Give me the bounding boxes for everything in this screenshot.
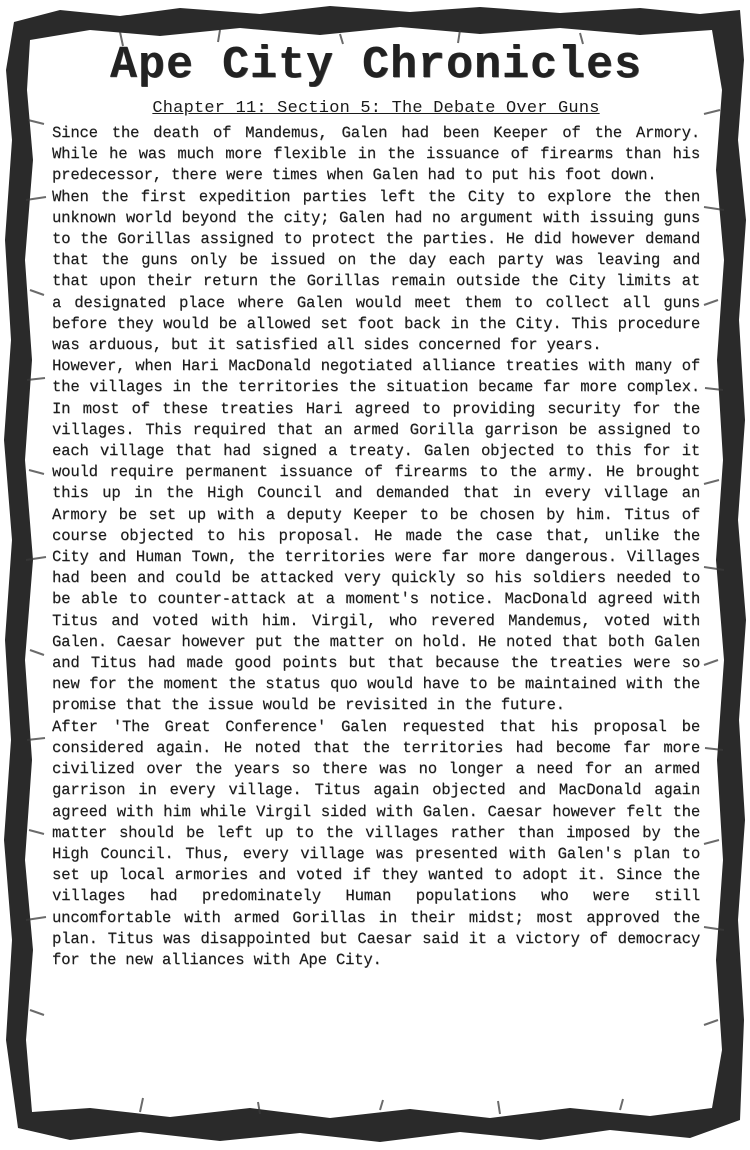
document-page	[52, 38, 700, 1103]
paragraph-4: After 'The Great Conference' Galen requested that his proposal be considered again. He noted that the territories had become far more civilized over the years so there was no longer a need for an armed garrison in every village. Titus again objected and MacDonald again agreed with him while Virgil sided with Galen. Caesar however felt the matter should be left up to the villages rather than imposed by the High Council. Thus, every village was presented with Galen's plan to set up local armories and voted if they wanted to adopt it. Since the villages had predominately Human populations who were still uncomfortable with armed Gorillas in their midst; most approved the plan. Titus was disappointed but Caesar said it a victory of democracy for the new alliances with Ape City.	[52, 717, 700, 969]
chapter-heading: Chapter 11: Section 5: The Debate Over Guns	[152, 99, 600, 118]
paragraph-1: Since the death of Mandemus, Galen had been Keeper of the Armory. While he was much more flexible in the issuance of firearms than his predecessor, there were times when Galen had to put his foot down.	[52, 124, 700, 185]
paragraph-2: When the first expedition parties left the City to explore the then unknown world beyond the city; Galen had no argument with issuing guns to the Gorillas assigned to protect the parties. He did however demand that the guns only be issued on the day each party was leaving and that upon their return the Gorillas remain outside the City limits at a designated place where Galen would meet them to collect all guns before they would be allowed set foot back in the City. This procedure was arduous, but it satisfied all sides concerned for years.	[52, 187, 700, 355]
document-title: Ape City Chronicles	[109, 40, 643, 91]
paragraph-3: However, when Hari MacDonald negotiated alliance treaties with many of the villages in the territories the situation became far more complex. In most of these treaties Hari agreed to providing security for the villages. This required that an armed Gorilla garrison be assigned to each village that had signed a treaty. Galen objected to this for it would require permanent issuance of firearms to the army. He brought this up in the High Council and demanded that in every village an Armory be set up with a deputy Keeper to be chosen by him. Titus of course objected to his proposal. He made the case that, unlike the City and Human Town, the territories were far more dangerous. Villages had been and could be attacked very quickly so his soldiers needed to be able to counter-attack at a moment's notice. MacDonald agreed with Titus and voted with him. Virgil, who revered Mandemus, voted with Galen. Caesar however put the matter on hold. He noted that both Galen and Titus had made good points but that because the treaties were so new for the moment the status quo would have to be maintained with the promise that the issue would be revisited in the future.	[52, 357, 700, 715]
